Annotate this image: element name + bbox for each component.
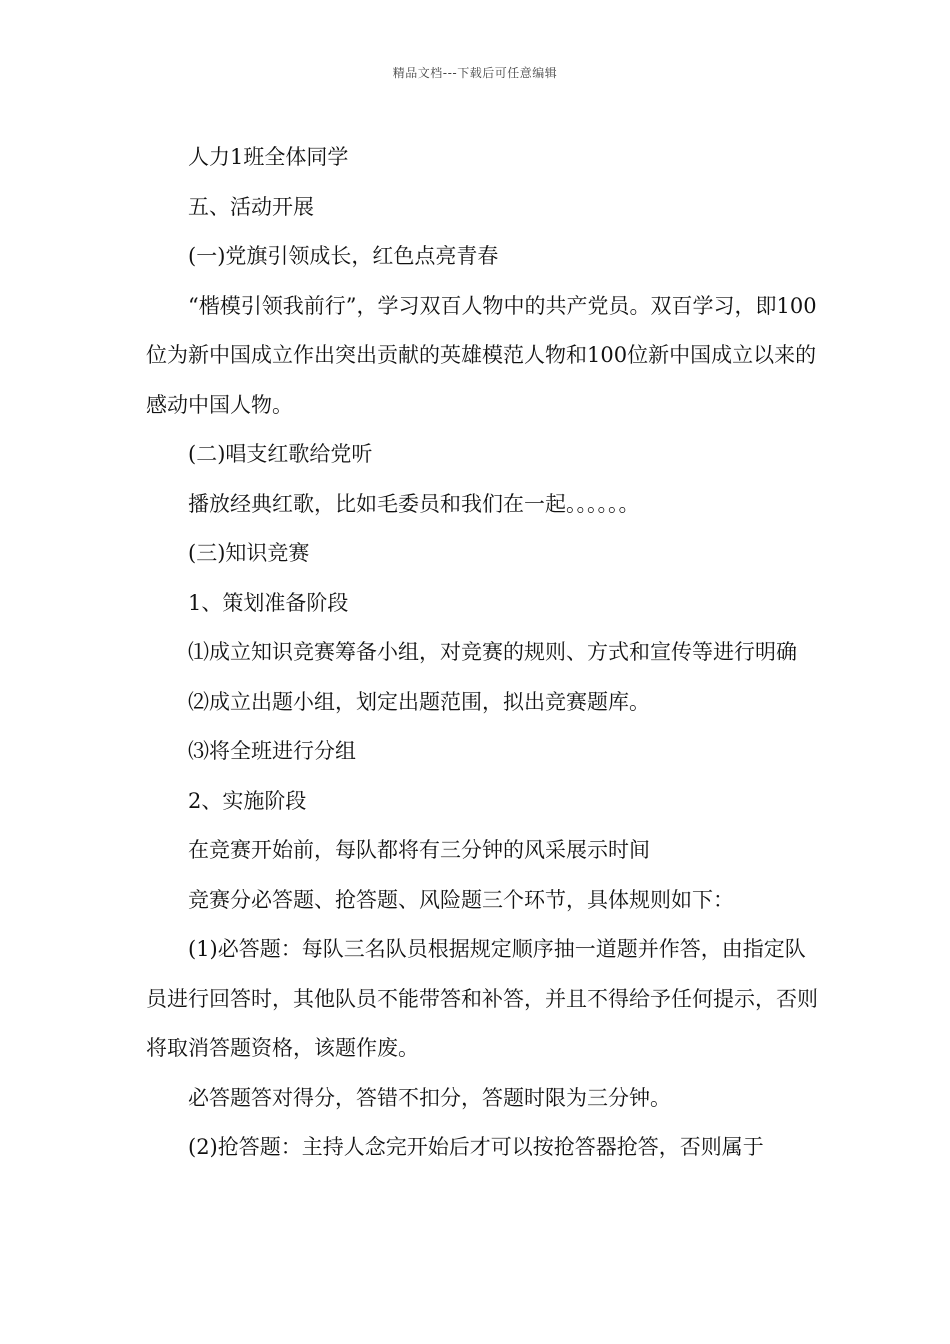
list-item-prep-2: ⑵成立出题小组，划定出题范围，拟出竞赛题库。 [188,689,650,714]
subheading-quiz: (三)知识竞赛 [188,541,310,565]
heading-preparation: 1、策划准备阶段 [188,590,349,615]
paragraph-required-questions: (1)必答题：每队三名队员根据规定顺序抽一道题并作答，由指定队员进行回答时，其他队员不能带答和补答，并且不得给予任何提示，否则将取消答题资格，该题作废。 [146,937,818,1060]
paragraph-audience: 人力1班全体同学 [188,145,349,169]
subheading-party-flag: (一)党旗引领成长，红色点亮青春 [188,244,499,268]
paragraph-rules-intro: 竞赛分必答题、抢答题、风险题三个环节，具体规则如下： [188,887,734,912]
paragraph-role-models: “楷模引领我前行”，学习双百人物中的共产党员。双百学习，即100位为新中国成立作出突出贡献的英雄模范人物和100位新中国成立以来的感动中国人物。 [146,293,817,417]
document-body [146,133,818,1173]
list-item-prep-1: ⑴成立知识竞赛筹备小组，对竞赛的规则、方式和宣传等进行明确 [188,640,797,664]
heading-implementation: 2、实施阶段 [188,788,307,813]
subheading-red-songs: (二)唱支红歌给党听 [188,442,373,466]
list-item-prep-3: ⑶将全班进行分组 [188,739,356,763]
page-header: 精品文档---下载后可任意编辑 [392,66,558,80]
paragraph-showcase: 在竞赛开始前，每队都将有三分钟的风采展示时间 [188,838,650,862]
paragraph-red-songs: 播放经典红歌，比如毛委员和我们在一起。。。。。。 [188,491,640,516]
paragraph-required-scoring: 必答题答对得分，答错不扣分，答题时限为三分钟。 [188,1085,671,1110]
paragraph-buzzer-questions: (2)抢答题：主持人念完开始后才可以按抢答器抢答，否则属于 [188,1135,764,1159]
heading-activity: 五、活动开展 [188,194,314,219]
